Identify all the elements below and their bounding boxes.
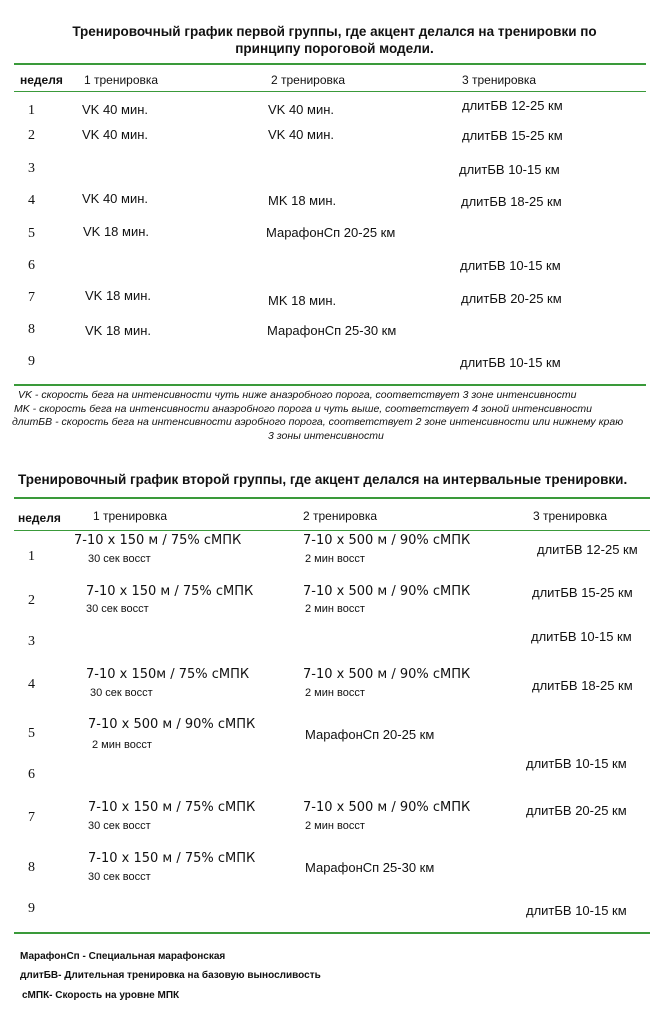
table2-row4-c2-rest: 2 мин восст <box>305 687 365 699</box>
table2-row1-week: 1 <box>28 549 35 564</box>
table2-row6-week: 6 <box>28 767 35 782</box>
table1-row4-week: 4 <box>28 193 35 208</box>
table1-note-dlitbv: длитБВ - скорость бега на интенсивности аэробного порога, соответствует 2 зоне интенсивности или нижнему краю <box>12 416 624 428</box>
table1-row3-week: 3 <box>28 161 35 176</box>
table2-row5-c2: МарафонСп 20-25 км <box>305 727 435 742</box>
table1-row6-c3: длитБВ 10-15 км <box>460 258 561 273</box>
table2-row2-c1-interval: 7-10 x 150 м / 75% сМПК <box>86 584 254 599</box>
table1-row2-week: 2 <box>28 128 35 143</box>
table1-header-rule <box>14 91 646 92</box>
table1-row4-c3: длитБВ 18-25 км <box>461 194 562 209</box>
table2-row1-c2-interval: 7-10 x 500 м / 90% сМПК <box>303 533 471 548</box>
legend-dlitbv: длитБВ- Длительная тренировка на базовую выносливость <box>20 970 321 981</box>
table2-row9-week: 9 <box>28 901 35 916</box>
table1-row2-c3: длитБВ 15-25 км <box>462 128 563 143</box>
table1-row1-c3: длитБВ 12-25 км <box>462 98 563 113</box>
table1-row1-c2: VK 40 мин. <box>268 102 335 117</box>
table2-row5-c1-rest: 2 мин восст <box>92 739 152 751</box>
table1-row9-week: 9 <box>28 354 35 369</box>
legend-marafonsp: МарафонСп - Специальная марафонская <box>20 951 226 962</box>
table2-row7-week: 7 <box>28 810 35 825</box>
table2-row7-c2-rest: 2 мин восст <box>305 820 365 832</box>
table1-row5-week: 5 <box>28 226 35 241</box>
table2-header-week: неделя <box>18 511 61 525</box>
table2-row1-c3: длитБВ 12-25 км <box>537 542 638 557</box>
table1-row9-c3: длитБВ 10-15 км <box>460 355 561 370</box>
table2-row2-c3: длитБВ 15-25 км <box>532 585 633 600</box>
table1-row7-c3: длитБВ 20-25 км <box>461 291 562 306</box>
table2-row8-c1-rest: 30 сек восст <box>88 871 151 883</box>
table2-row4-c2-interval: 7-10 x 500 м / 90% сМПК <box>303 667 471 682</box>
table1-note-mk: MK - скорость бега на интенсивности анаэробного порога и чуть выше, соответствует 4 зоной интенсивности <box>14 403 592 415</box>
table1-row4-c2: MK 18 мин. <box>268 193 337 208</box>
table2-row1-c2-rest: 2 мин восст <box>305 553 365 565</box>
table2-row1-c1-rest: 30 сек восст <box>88 553 151 565</box>
table1-row8-c1: VK 18 мин. <box>85 323 152 338</box>
table2-row2-week: 2 <box>28 593 35 608</box>
table2-row4-c3: длитБВ 18-25 км <box>532 678 633 693</box>
table1-bottom-rule <box>14 384 646 386</box>
table1-title-line2: принципу пороговой модели. <box>235 41 434 56</box>
table2-row8-c1-interval: 7-10 x 150 м / 75% сМПК <box>88 851 256 866</box>
table2-row2-c2-rest: 2 мин восст <box>305 603 365 615</box>
table2-row7-c1-rest: 30 сек восст <box>88 820 151 832</box>
table2-title: Тренировочный график второй группы, где акцент делался на интервальные тренировки. <box>18 472 628 487</box>
table2-row4-week: 4 <box>28 677 35 692</box>
legend-smpk: сМПК- Скорость на уровне МПК <box>22 990 180 1001</box>
table2-row4-c1-interval: 7-10 x 150м / 75% сМПК <box>86 667 250 682</box>
table2-row2-c2-interval: 7-10 x 500 м / 90% сМПК <box>303 584 471 599</box>
table1-row7-c1: VK 18 мин. <box>85 288 152 303</box>
table1-row6-week: 6 <box>28 258 35 273</box>
table2-row4-c1-rest: 30 сек восст <box>90 687 153 699</box>
table2-header-rule <box>14 530 650 531</box>
table1-row5-c2: МарафонСп 20-25 км <box>266 225 396 240</box>
table1-row5-c1: VK 18 мин. <box>83 224 150 239</box>
table1-row7-c2: MK 18 мин. <box>268 293 337 308</box>
table2-row5-week: 5 <box>28 726 35 741</box>
table2-row3-week: 3 <box>28 634 35 649</box>
table2-row5-c1-interval: 7-10 x 500 м / 90% сМПК <box>88 717 256 732</box>
table1-row8-c2: МарафонСп 25-30 км <box>267 323 397 338</box>
table2-row7-c1-interval: 7-10 x 150 м / 75% сМПК <box>88 800 256 815</box>
table2-row6-c3: длитБВ 10-15 км <box>526 756 627 771</box>
table2-header-training3: 3 тренировка <box>533 509 608 523</box>
table1-note-vk: VK - скорость бега на интенсивности чуть ниже анаэробного порога, соответствует 3 зоне интенсивности <box>18 389 577 401</box>
table2-row8-week: 8 <box>28 860 35 875</box>
table2-row9-c3: длитБВ 10-15 км <box>526 903 627 918</box>
table2-row7-c2-interval: 7-10 x 500 м / 90% сМПК <box>303 800 471 815</box>
table1-title-line1: Тренировочный график первой группы, где акцент делался на тренировки по <box>72 24 597 39</box>
table1-note-dlitbv-cont: 3 зоны интенсивности <box>268 430 384 442</box>
table2-row2-c1-rest: 30 сек восст <box>86 603 149 615</box>
table1-row2-c1: VK 40 мин. <box>82 127 149 142</box>
table2-header-training1: 1 тренировка <box>93 509 168 523</box>
table1-top-rule <box>14 63 646 65</box>
table1-header-week: неделя <box>20 73 63 87</box>
table2-top-rule <box>14 497 650 499</box>
table1-header-training1: 1 тренировка <box>84 73 159 87</box>
table2-bottom-rule <box>14 932 650 934</box>
table1-row1-c1: VK 40 мин. <box>82 102 149 117</box>
table1-row1-week: 1 <box>28 103 35 118</box>
table2-row8-c2: МарафонСп 25-30 км <box>305 860 435 875</box>
table1-row8-week: 8 <box>28 322 35 337</box>
table1-row7-week: 7 <box>28 290 35 305</box>
table1-row4-c1: VK 40 мин. <box>82 191 149 206</box>
table1-header-training2: 2 тренировка <box>271 73 346 87</box>
table1-row3-c3: длитБВ 10-15 км <box>459 162 560 177</box>
table1-header-training3: 3 тренировка <box>462 73 537 87</box>
table2-row1-c1-interval: 7-10 x 150 м / 75% сМПК <box>74 533 242 548</box>
table2-row3-c3: длитБВ 10-15 км <box>531 629 632 644</box>
table2-row7-c3: длитБВ 20-25 км <box>526 803 627 818</box>
table2-header-training2: 2 тренировка <box>303 509 378 523</box>
table1-row2-c2: VK 40 мин. <box>268 127 335 142</box>
